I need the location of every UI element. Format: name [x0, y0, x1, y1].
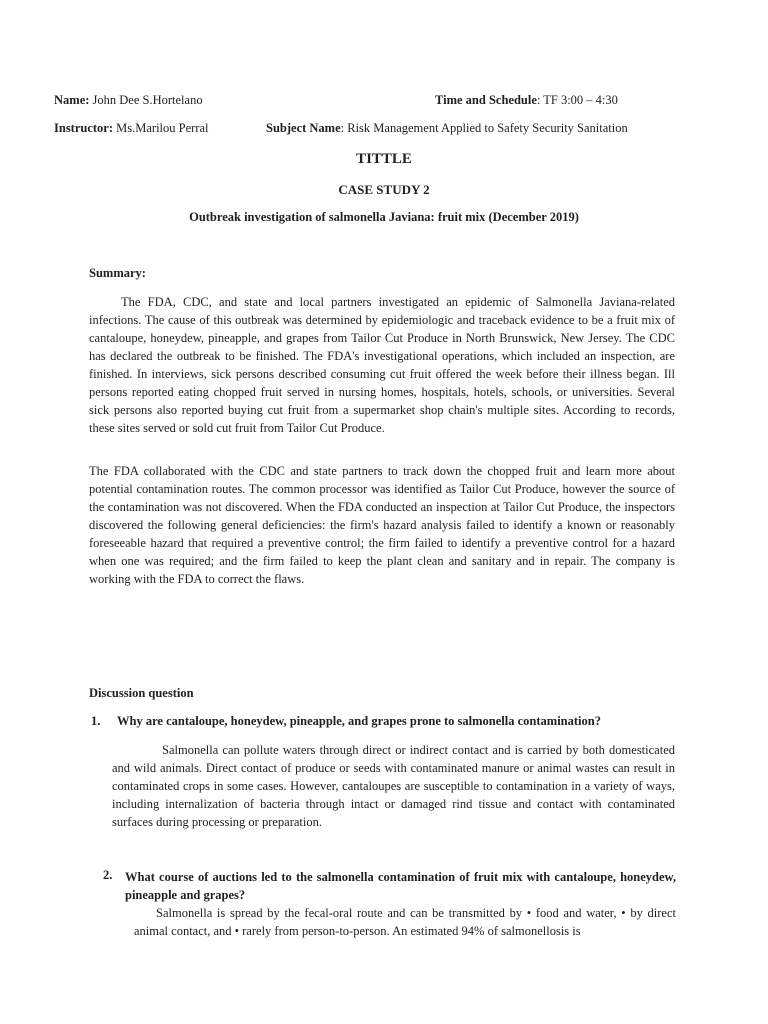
subject-value: : Risk Management Applied to Safety Security Sanitation [340, 121, 628, 135]
summary-paragraph-2: The FDA collaborated with the CDC and state partners to track down the chopped fruit and learn more about potential contamination routes. The common processor was identified as Tailor Cut Produce, however the source of the contamination was not discovered. When the FDA conducted an inspection at Tailor Cut Produce, the inspectors discovered the following general deficiencies: the firm's hazard analysis failed to identify a known or reasonably foreseeable hazard that required a preventive control; the firm failed to identify a preventive control for a hazard when one was required; and the firm failed to keep the plant clean and sanitary and in repair. The company is working with the FDA to correct the flaws. [89, 464, 675, 586]
time-line [435, 93, 618, 108]
name-label: Name: [54, 93, 90, 107]
answer-1: Salmonella can pollute waters through direct or indirect contact and is carried by both domesticated and wild animals. Direct contact of produce or seeds with contaminated manure or animal wastes can result in contaminated crops in some cases. However, cantaloupes are susceptible to contamination in a variety of ways, including internalization of bacteria through intact or damaged rind tissue and contact with contaminated surfaces during processing or preparation. [112, 743, 675, 829]
question-2-text: What course of auctions led to the salmonella contamination of fruit mix with cantaloupe, honeydew, pineapple and grapes? [125, 870, 676, 902]
document-title: TITTLE [356, 151, 412, 167]
answer-2: Salmonella is spread by the fecal-oral route and can be transmitted by • food and water, • by direct animal contact, and • rarely from person-to-person. An estimated 94% of salmonellosis is [134, 906, 676, 938]
instructor-value: Ms.Marilou Perral [116, 121, 209, 135]
question-1-text: Why are cantaloupe, honeydew, pineapple, and grapes prone to salmonella contamination? [117, 714, 601, 728]
subject-line [266, 121, 628, 136]
summary-heading: Summary: [89, 266, 146, 280]
instructor-label: Instructor: [54, 121, 114, 135]
name-line [54, 93, 203, 108]
summary-paragraph-1: The FDA, CDC, and state and local partners investigated an epidemic of Salmonella Javiana-related infections. The cause of this outbreak was determined by epidemiologic and traceback evidence to be a fruit mix of cantaloupe, honeydew, pineapple, and grapes from Tailor Cut Produce in North Brunswick, New Jersey. The CDC has declared the outbreak to be finished. The FDA's investigational operations, which included an inspection, are finished. In interviews, sick persons described consuming cut fruit offered the week before their illness began. Ill persons reported eating chopped fruit served in nursing homes, hospitals, hotels, schools, or universities. Several sick persons also reported buying cut fruit from a supermarket shop chain's multiple sites. According to records, these sites served or sold cut fruit from Tailor Cut Produce. [89, 295, 675, 435]
time-label: Time and Schedule [435, 93, 537, 107]
discussion-heading: Discussion question [89, 686, 194, 700]
instructor-line [54, 121, 209, 136]
question-2-number: 2. [103, 868, 113, 882]
name-value: John Dee S.Hortelano [92, 93, 203, 107]
subject-label: Subject Name [266, 121, 341, 135]
question-1-number: 1. [91, 714, 101, 728]
case-study-title: CASE STUDY 2 [338, 182, 430, 197]
time-value: : TF 3:00 – 4:30 [536, 93, 618, 107]
outbreak-title: Outbreak investigation of salmonella Javiana: fruit mix (December 2019) [189, 210, 579, 224]
